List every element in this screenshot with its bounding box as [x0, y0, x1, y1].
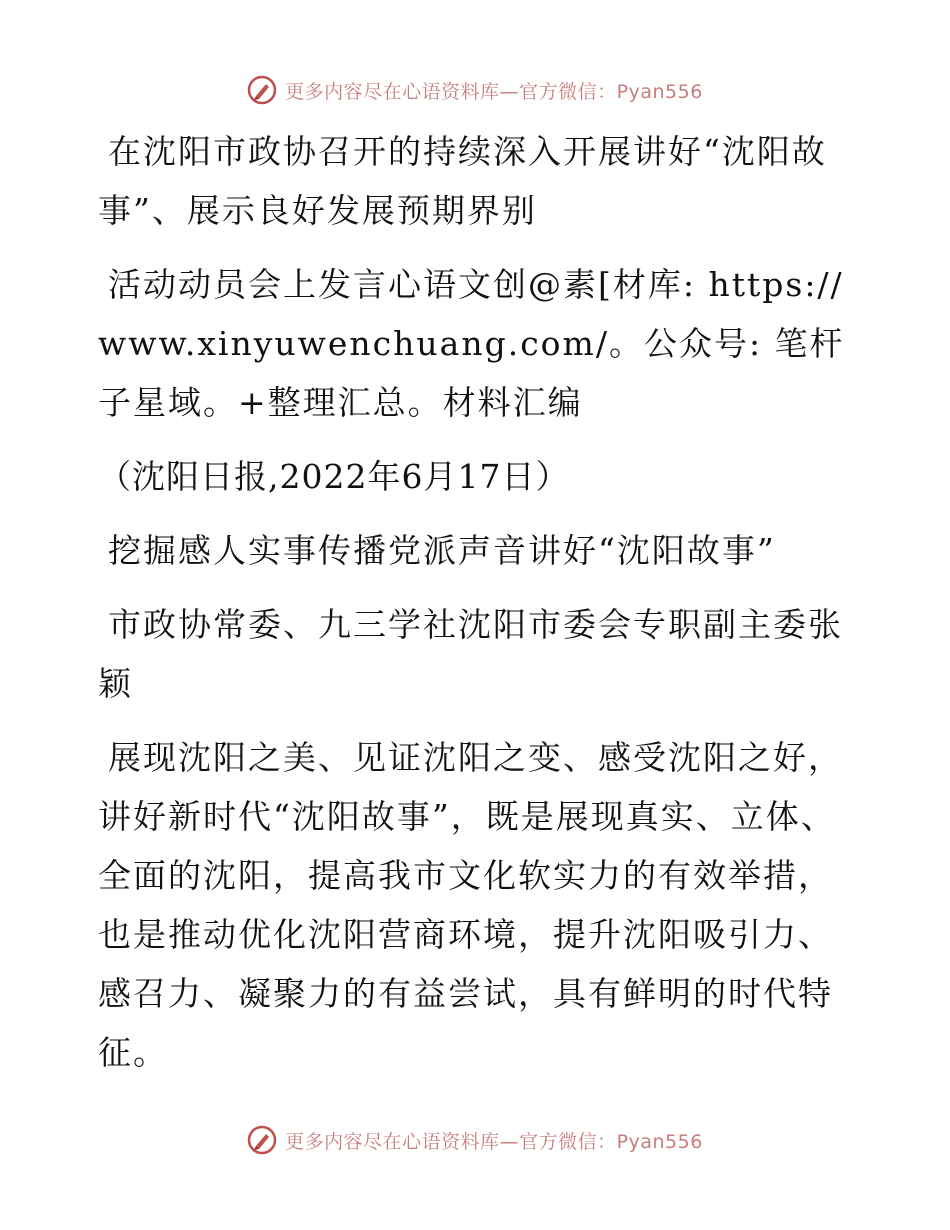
article-author: 市政协常委、九三学社沈阳市委会专职副主委张颖: [98, 605, 843, 703]
document-title-line: 在沈阳市政协召开的持续深入开展讲好“沈阳故事”、展示良好发展预期界别: [98, 132, 827, 230]
document-date: （沈阳日报,2022年6月17日）: [98, 457, 570, 496]
article-body-paragraph: 展现沈阳之美、见证沈阳之变、感受沈阳之好，讲好新时代“沈阳故事”，既是展现真实、立体、全面的沈阳，提高我市文化软实力的有效举措，也是推动优化沈阳营商环境，提升沈阳吸引力、感召力、凝聚力的有益尝试，具有鲜明的时代特征。: [98, 738, 843, 1072]
footer-banner: [0, 1120, 950, 1160]
header-banner-text: 更多内容尽在心语资料库—官方微信：Pyan556: [285, 80, 703, 103]
header-banner: [0, 70, 950, 110]
pen-logo-icon: [247, 1125, 277, 1155]
article-headline: 挖掘感人实事传播党派声音讲好“沈阳故事”: [108, 531, 776, 570]
document-body: [98, 122, 858, 1097]
document-source-line: 活动动员会上发言心语文创@素[材库: https://www.xinyuwenchuang.com/。公众号: 笔杆子星域。+整理汇总。材料汇编: [98, 265, 845, 422]
pen-logo-icon: [247, 75, 277, 105]
footer-banner-text: 更多内容尽在心语资料库—官方微信：Pyan556: [285, 1130, 703, 1153]
